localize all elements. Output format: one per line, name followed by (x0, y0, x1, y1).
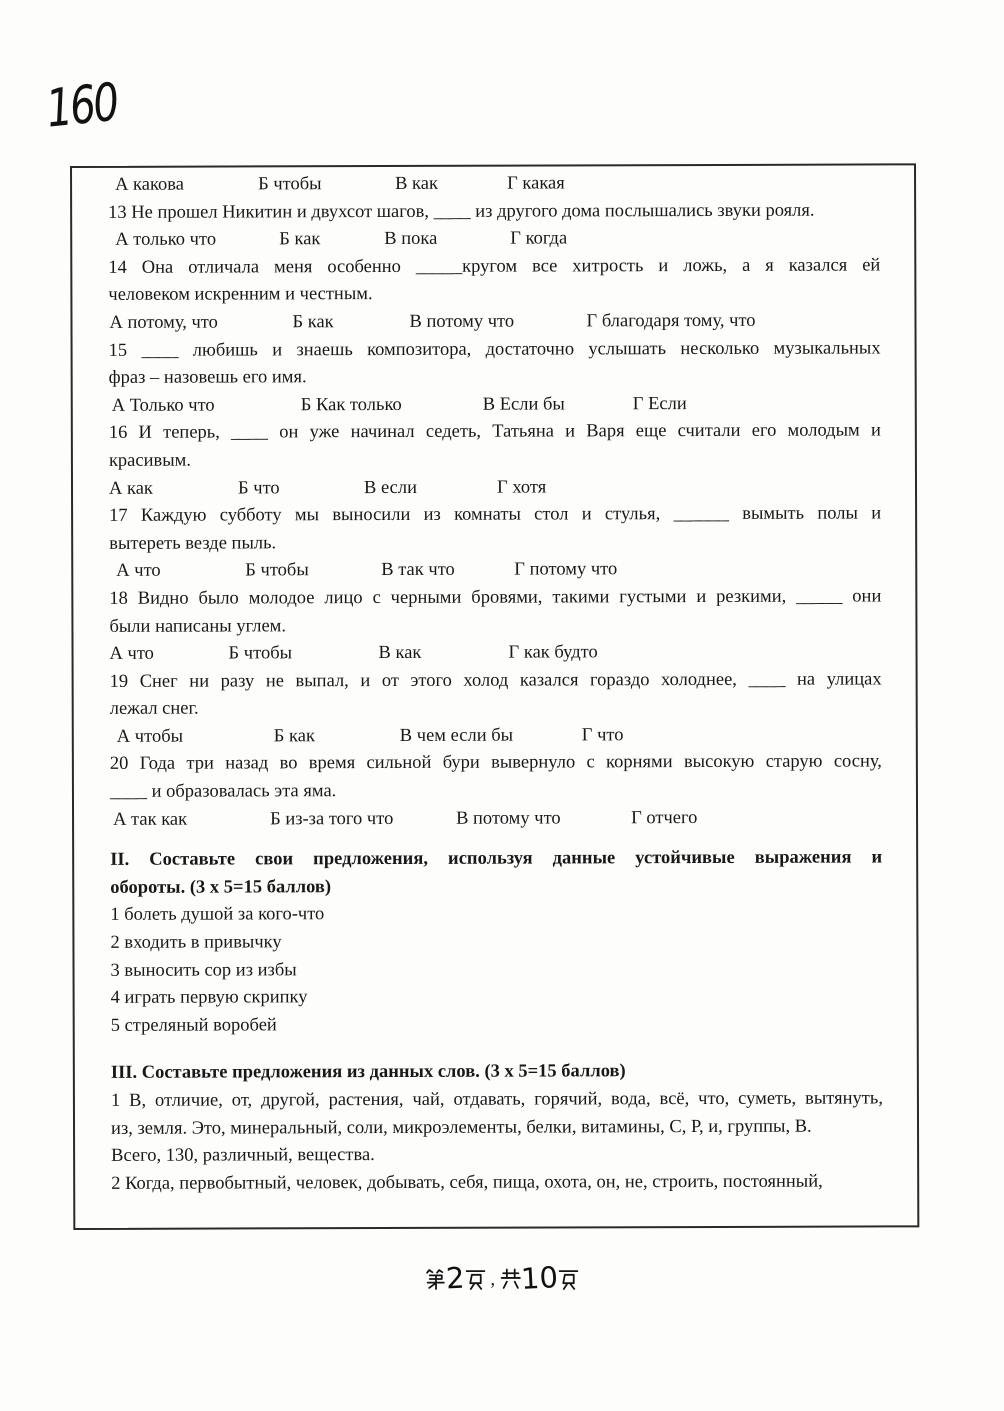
option-b: Б чтобы (245, 560, 309, 581)
option-b: Б что (237, 477, 280, 499)
option-g: Г что (581, 725, 624, 746)
handwritten-total-pages: 10 (519, 1260, 559, 1296)
question-19-line2: лежал снег. (109, 698, 199, 720)
question-17-line1: 17 Каждую субботу мы выносили из комнаты стол и стулья, ______ вымыть полы и (109, 503, 882, 527)
cjk-char-gong (500, 1268, 521, 1290)
question-14-line2: человеком искренним и честным. (108, 284, 373, 306)
option-g: Г хотя (496, 477, 547, 498)
part3-line1: 1 В, отличие, от, другой, растения, чай, отдавать, горячий, вода, всё, что, суметь, вытянуть, (110, 1088, 883, 1111)
spacer (75, 1038, 917, 1061)
option-b: Б как (292, 312, 334, 333)
option-g: Г потому что (514, 559, 618, 580)
options-row-19 (74, 721, 916, 751)
question-18-line1: 18 Видно было молодое лицо с черными бровями, такими густыми и резкими, _____ они (109, 586, 882, 609)
option-a: А как (108, 478, 153, 499)
question-17-line2: вытереть везде пыль. (109, 533, 277, 554)
options-row-17 (73, 556, 915, 586)
option-a: А что (109, 643, 154, 664)
options-row-15 (73, 390, 915, 420)
option-v: В чем если бы (399, 725, 514, 746)
handwritten-page-number: 2 (445, 1260, 466, 1296)
page-footer (0, 1252, 1004, 1296)
options-row-16 (73, 473, 915, 503)
option-v: В как (395, 173, 438, 194)
option-g: Г благодаря тому, что (586, 310, 756, 332)
question-box (70, 163, 919, 1230)
question-15-line1: 15 ____ любишь и знаешь композитора, достаточно услышать несколько музыкальных (108, 338, 881, 361)
option-b: Б как (273, 726, 315, 747)
option-b: Б чтобы (258, 174, 322, 195)
option-g: Г Если (632, 393, 687, 414)
part3-heading: III. Составьте предложения из данных слов. (3 x 5=15 баллов) (110, 1061, 626, 1084)
option-b: Б из-за того что (270, 808, 394, 830)
part2-item-3: 3 выносить сор из избы (110, 959, 297, 981)
part2-item-5: 5 стреляный воробей (110, 1015, 277, 1036)
option-a: А так как (113, 809, 188, 830)
question-15-line2: фраз – назовешь его имя. (108, 367, 307, 389)
part3-line2: из, земля. Это, минеральный, соли, микроэлементы, белки, витамины, С, Р, и, группы, В. (110, 1116, 812, 1139)
option-v: В Если бы (482, 394, 565, 415)
part2-heading-line2: обороты. (3 x 5=15 баллов) (110, 877, 332, 898)
option-v: В пока (384, 229, 438, 250)
question-20-line2: ____ и образовалась эта яма. (109, 781, 337, 802)
options-row-12 (72, 169, 914, 199)
option-a: А что (116, 561, 161, 582)
part2-heading-line1: II. Составьте свои предложения, используя данные устойчивые выражения и (110, 847, 883, 871)
options-row-14 (72, 307, 914, 337)
question-16-line2: красивым. (108, 450, 192, 471)
handwritten-score: 160 (43, 72, 120, 140)
option-v: В как (378, 642, 422, 664)
options-row-13 (72, 225, 914, 255)
cjk-char-ye (465, 1268, 486, 1290)
part2-item-4: 4 играть первую скрипку (110, 987, 308, 1009)
option-a: А какова (115, 174, 184, 195)
question-20-line1: 20 Года три назад во время сильной бури вывернуло с корнями высокую старую сосну, (109, 751, 882, 775)
option-b: Б как (279, 229, 321, 250)
option-a: А только что (115, 229, 217, 251)
question-19-line1: 19 Снег ни разу не выпал, и от этого холод казался гораздо холоднее, ____ на улицах (109, 669, 882, 692)
options-row-20 (74, 804, 916, 834)
cjk-char-ye-2 (558, 1268, 579, 1290)
options-row-18 (73, 638, 915, 668)
option-b: Б Как только (300, 394, 402, 416)
cjk-char-di (425, 1268, 446, 1290)
option-a: А чтобы (116, 726, 184, 747)
part2-item-2: 2 входить в привычку (110, 932, 282, 953)
option-g: Г отчего (631, 807, 698, 828)
option-v: В потому что (456, 808, 561, 829)
part3-line4: 2 Когда, первобытный, человек, добывать, себя, пища, охота, он, не, строить, постоянный, (111, 1171, 823, 1194)
question-16-line1: 16 И теперь, ____ он уже начинал седеть, Татьяна и Варя еще считали его молодым и (108, 420, 881, 444)
option-v: В если (363, 477, 418, 498)
option-b: Б чтобы (228, 643, 293, 664)
part3-line3: Всего, 130, различный, вещества. (111, 1145, 375, 1167)
cjk-comma: , (490, 1269, 496, 1290)
option-g: Г когда (510, 228, 568, 249)
question-18-line2: были написаны углем. (109, 615, 287, 637)
part2-item-1: 1 болеть душой за кого-что (110, 904, 325, 926)
option-g: Г какая (507, 173, 565, 194)
option-g: Г как будто (508, 642, 598, 663)
question-13-line1: 13 Не прошел Никитин и двухсот шагов, ____ из другого дома послышались звуки рояля. (108, 200, 815, 223)
question-14-line1: 14 Она отличала меня особенно _____кругом все хитрость и ложь, а я казался ей (108, 255, 881, 278)
option-a: А потому, что (109, 312, 218, 333)
option-a: А Только что (111, 395, 215, 416)
option-v: В потому что (409, 311, 515, 332)
option-v: В так что (381, 560, 455, 581)
